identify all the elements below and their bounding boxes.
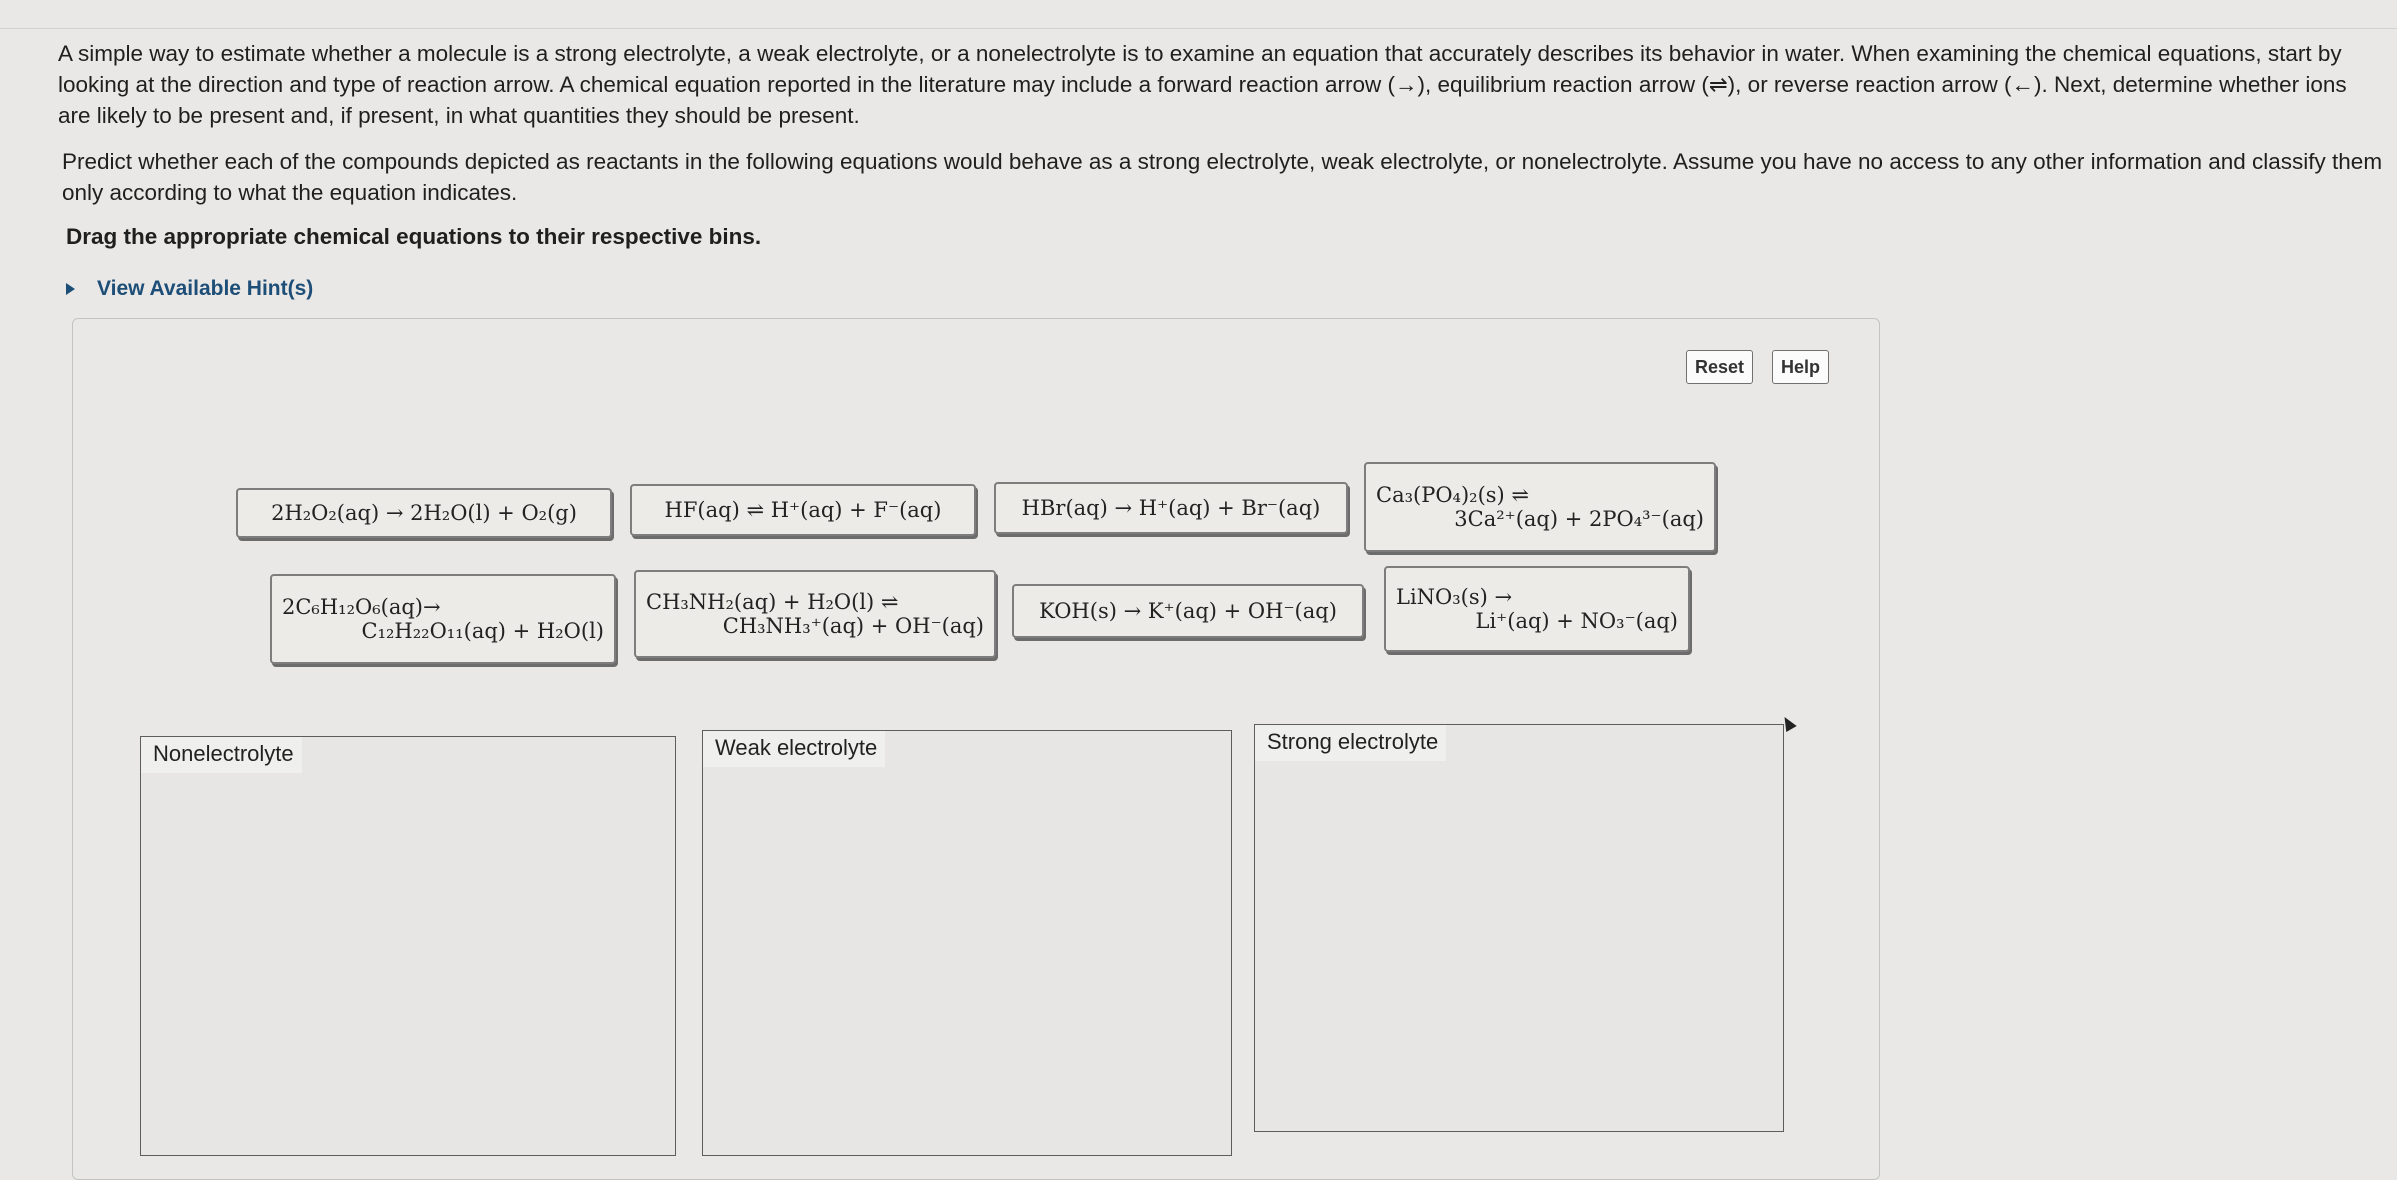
equation-text: 2H₂O₂(aq) → 2H₂O(l) + O₂(g): [271, 501, 577, 525]
bin-nonelectrolyte[interactable]: [140, 736, 676, 1156]
equation-text-line1: 2C₆H₁₂O₆(aq)→: [282, 595, 441, 619]
predict-paragraph: [62, 146, 2382, 208]
equation-card-h2o2[interactable]: [236, 488, 612, 538]
intro-line-1: A simple way to estimate whether a molecule is a strong electrolyte, a weak electrolyte, or a nonelectrolyte is to examine an equation that accurately describes its behavior in water. When examining the chemical equations, start by: [58, 41, 2342, 66]
expand-triangle-icon: [66, 283, 75, 295]
predict-line-1: Predict whether each of the compounds depicted as reactants in the following equations would behave as a strong electrolyte, weak electrolyte, or nonelectrolyte. Assume you have no access to any other information and classify them: [62, 149, 2383, 174]
equation-text-line1: LiNO₃(s) →: [1396, 585, 1513, 609]
equation-card-hbr[interactable]: [994, 482, 1348, 534]
bin-weak-electrolyte[interactable]: [702, 730, 1232, 1156]
equation-card-methylamine[interactable]: [634, 570, 996, 658]
bin-strong-electrolyte[interactable]: [1254, 724, 1784, 1132]
predict-line-2: only according to what the equation indicates.: [62, 180, 518, 205]
help-button[interactable]: Help: [1772, 350, 1829, 384]
intro-paragraph: [58, 38, 2397, 131]
equation-card-koh[interactable]: [1012, 584, 1364, 638]
bin-label: Strong electrolyte: [1255, 725, 1446, 761]
reset-button[interactable]: Reset: [1686, 350, 1753, 384]
equation-text-line2: C₁₂H₂₂O₁₁(aq) + H₂O(l): [361, 619, 604, 643]
bin-label: Nonelectrolyte: [141, 737, 302, 773]
equation-text: HF(aq) ⇌ H⁺(aq) + F⁻(aq): [664, 498, 942, 522]
equation-text: HBr(aq) → H⁺(aq) + Br⁻(aq): [1021, 496, 1321, 520]
view-hints-link[interactable]: [66, 277, 313, 301]
bin-label: Weak electrolyte: [703, 731, 885, 767]
equation-text-line1: CH₃NH₂(aq) + H₂O(l) ⇌: [646, 590, 899, 614]
instruction-text: Drag the appropriate chemical equations to their respective bins.: [66, 224, 762, 249]
equation-card-ca3po42[interactable]: [1364, 462, 1716, 552]
intro-line-3: are likely to be present and, if present, in what quantities they should be present.: [58, 103, 860, 128]
equation-text-line2: Li⁺(aq) + NO₃⁻(aq): [1475, 609, 1678, 633]
equation-text-line1: Ca₃(PO₄)₂(s) ⇌: [1376, 483, 1530, 507]
equation-text-line2: 3Ca²⁺(aq) + 2PO₄³⁻(aq): [1454, 507, 1704, 531]
equation-card-hf[interactable]: [630, 484, 976, 536]
equation-card-lino3[interactable]: [1384, 566, 1690, 652]
intro-line-2: looking at the direction and type of reaction arrow. A chemical equation reported in the literature may include a forward reaction arrow (→), equilibrium reaction arrow (⇌), or reverse reaction arrow (←). Next, determine whether ions: [58, 72, 2347, 97]
top-divider: [0, 28, 2397, 29]
equation-text: KOH(s) → K⁺(aq) + OH⁻(aq): [1039, 599, 1337, 623]
equation-text-line2: CH₃NH₃⁺(aq) + OH⁻(aq): [722, 614, 984, 638]
equation-card-glucose[interactable]: [270, 574, 616, 664]
hint-label: View Available Hint(s): [97, 277, 314, 300]
